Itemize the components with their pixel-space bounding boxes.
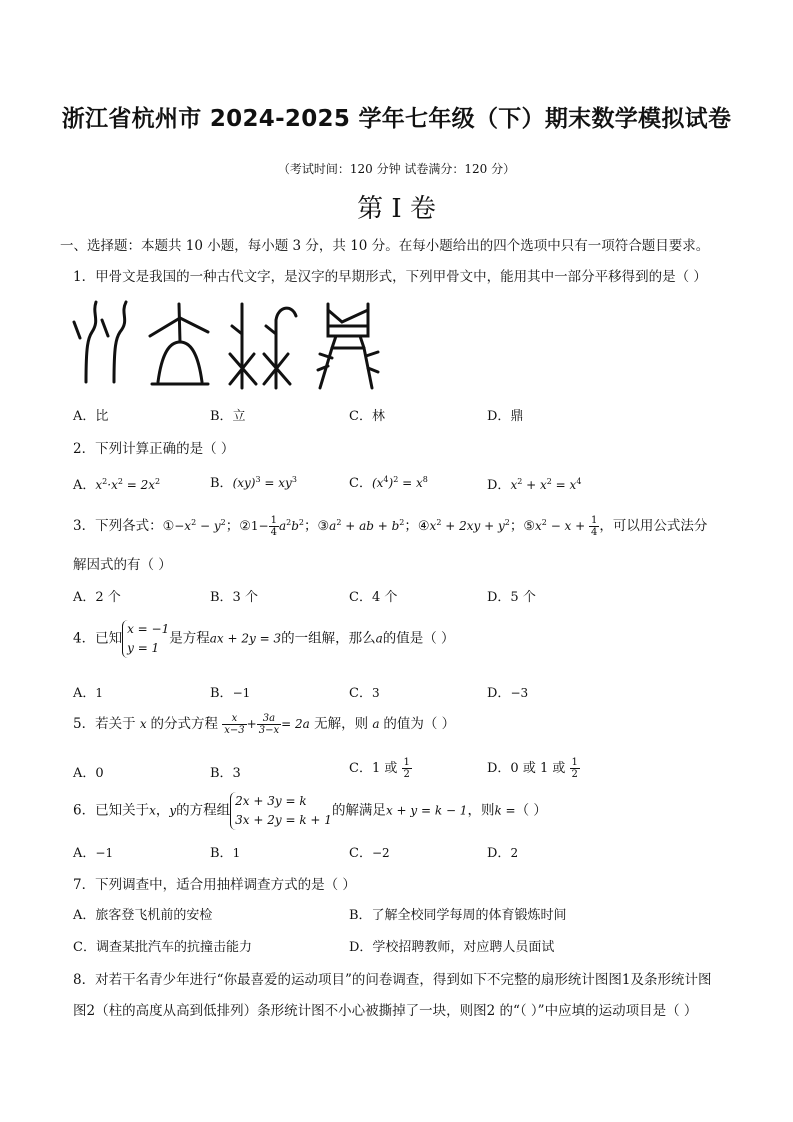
q2-option-b[interactable]: B．$(xy)^3 = xy^3$ [210,475,297,491]
exam-info: （考试时间：120 分钟 试卷满分：120 分） [277,162,516,176]
q6-option-b-label: B． [210,846,233,861]
q5-option-d-label: D．0 或 1 或 [487,761,566,776]
q7-option-a[interactable]: A．旅客登飞机前的安检 [73,908,213,923]
q5-suffix: 的值为（ ） [383,716,456,732]
q4-option-c-label: C． [349,686,372,701]
q6-option-a-value: −1 [95,846,114,860]
q7-stem: 7．下列调查中，适合用抽样调查方式的是（ ） [73,877,356,893]
q6-middle3: ，则 [467,802,495,819]
q2-option-d-label: D． [487,478,511,493]
q1-option-c[interactable]: C．林 [349,409,385,424]
q7-option-b[interactable]: B．了解全校同学每周的体育锻炼时间 [349,908,567,923]
q4-suffix: 的值是（ ） [382,630,455,647]
glyph-lin [230,304,296,388]
q6-option-b[interactable] [210,842,240,861]
q2-stem: 2．下列计算正确的是（ ） [73,441,235,457]
q4-middle2: 的一组解，那么 [281,630,376,647]
q6-suffix: （ ） [515,802,547,819]
q5-middle: 的分式方程 [150,716,218,732]
q5-stem: 5．若关于 x 的分式方程 $\frac{x}{x-3}$ + $\frac{3a}{3-x}$ = 2a 无解，则 a 的值为（ ） [73,713,456,736]
q6-option-d-label: D． [487,846,511,861]
glyph-bi [74,302,126,382]
q3-option-a[interactable]: A．2 个 [73,590,121,605]
q6-option-a-label: A． [73,846,96,861]
q4-stem: 4．已知x = −1 y = 1是方程ax + 2y = 3的一组解，那么a的值是（ ） [73,620,455,658]
q5-option-c[interactable]: C．1 或 $\frac{1}{2}$ [349,757,410,780]
q4-option-a-value: 1 [95,686,104,700]
q2-option-c-label: C． [349,476,372,491]
q4-option-b-label: B． [210,686,233,701]
q3-option-d[interactable]: D．5 个 [487,590,536,605]
q8-stem-line2: 图2（柱的高度从高到低排列）条形统计图不小心被撕掉了一块，则图2 的“（ ）”中应填的运动项目是（ ） [73,1003,698,1019]
q4-option-a-label: A． [73,686,96,701]
q3-suffix: ，可以用公式法分 [599,518,708,534]
q2-option-c[interactable]: C．$(x^4)^2 = x^8$ [349,475,428,491]
q4-prefix: 4．已知 [73,630,123,647]
q6-option-c-value: −2 [371,846,390,860]
q5-option-a[interactable]: A．0 [73,766,104,781]
q1-stem: 1．甲骨文是我国的一种古代文字，是汉字的早期形式，下列甲骨文中，能用其中一部分平移得到的是（ ） [73,269,707,285]
q5-option-d[interactable]: D．0 或 1 或 $\frac{1}{2}$ [487,757,578,780]
instructions: 一、选择题：本题共 10 小题，每小题 3 分，共 10 分。在每小题给出的四个选项中只有一项符合题目要求。 [60,238,710,254]
oracle-bone-glyphs [66,296,386,396]
q8-stem-line1: 8．对若干名青少年进行“你最喜爱的运动项目”的问卷调查，得到如下不完整的扇形统计图图1及条形统计图 [73,972,712,988]
q6-middle: 的方程组 [176,802,231,819]
q5-prefix: 5．若关于 [73,716,136,732]
glyph-li [150,304,208,384]
q6-stem: 6．已知关于x，y的方程组2x + 3y = k 3x + 2y = k + 1的解满足x + y = k − 1，则k =（ ） [73,792,547,830]
q6-equation-system: 2x + 3y = k 3x + 2y = k + 1 [230,792,332,830]
q7-option-c[interactable]: C．调查某批汽车的抗撞击能力 [73,940,252,955]
q4-option-b-value: −1 [232,686,251,700]
q2-option-a[interactable]: A．$x^2\cdot x^2 = 2x^2$ [73,477,161,493]
q3-stem-cont: 解因式的有（ ） [73,557,172,573]
q4-option-c[interactable] [349,682,380,701]
q4-option-a[interactable] [73,682,103,701]
q4-option-c-value: 3 [371,686,380,700]
q6-option-a[interactable] [73,842,113,861]
q6-option-d-value: 2 [510,846,519,860]
q5-option-b[interactable]: B．3 [210,766,241,781]
q6-option-c[interactable] [349,842,390,861]
q3-option-b[interactable]: B．3 个 [210,590,258,605]
q5-option-c-label: C．1 或 [349,761,398,776]
q3-stem: 3．下列各式：$①-x^2 - y^2$；②1− $\frac{1}{4}$ $a^2b^2$；$③a^2$ + ab + $b^2$；$④x^2 + 2xy + y^2$；$⑤x^2 - x$ + $\frac{1}{4}$ ，可以用公式法分 [73,515,708,538]
q5-middle2: 无解，则 [314,716,369,732]
q4-option-b[interactable] [210,682,250,701]
q1-option-d[interactable]: D．鼎 [487,409,524,424]
q3-prefix: 3．下列各式： [73,518,163,534]
q4-option-d[interactable] [487,682,528,701]
section-title: 第 I 卷 [357,194,436,224]
page-title: 浙江省杭州市 2024-2025 学年七年级（下）期末数学模拟试卷 [61,106,732,132]
q6-option-d[interactable] [487,842,518,861]
q2-option-b-label: B． [210,476,233,491]
q3-option-c[interactable]: C．4 个 [349,590,398,605]
q4-option-d-label: D． [487,686,511,701]
q6-option-c-label: C． [349,846,372,861]
glyph-ding [318,304,378,388]
q6-prefix: 6．已知关于 [73,802,150,819]
q4-solution-system: x = −1 y = 1 [122,620,169,658]
q7-option-d[interactable]: D．学校招聘教师，对应聘人员面试 [349,940,555,955]
q1-option-a[interactable]: A．比 [73,409,109,424]
q2-option-a-label: A． [73,478,96,493]
q4-middle: 是方程 [169,630,210,647]
q4-option-d-value: −3 [510,686,529,700]
q6-option-b-value: 1 [232,846,241,860]
q6-middle2: 的解满足 [331,802,386,819]
q1-option-b[interactable]: B．立 [210,409,246,424]
q2-option-d[interactable]: D．$x^2 + x^2 = x^4$ [487,477,582,493]
